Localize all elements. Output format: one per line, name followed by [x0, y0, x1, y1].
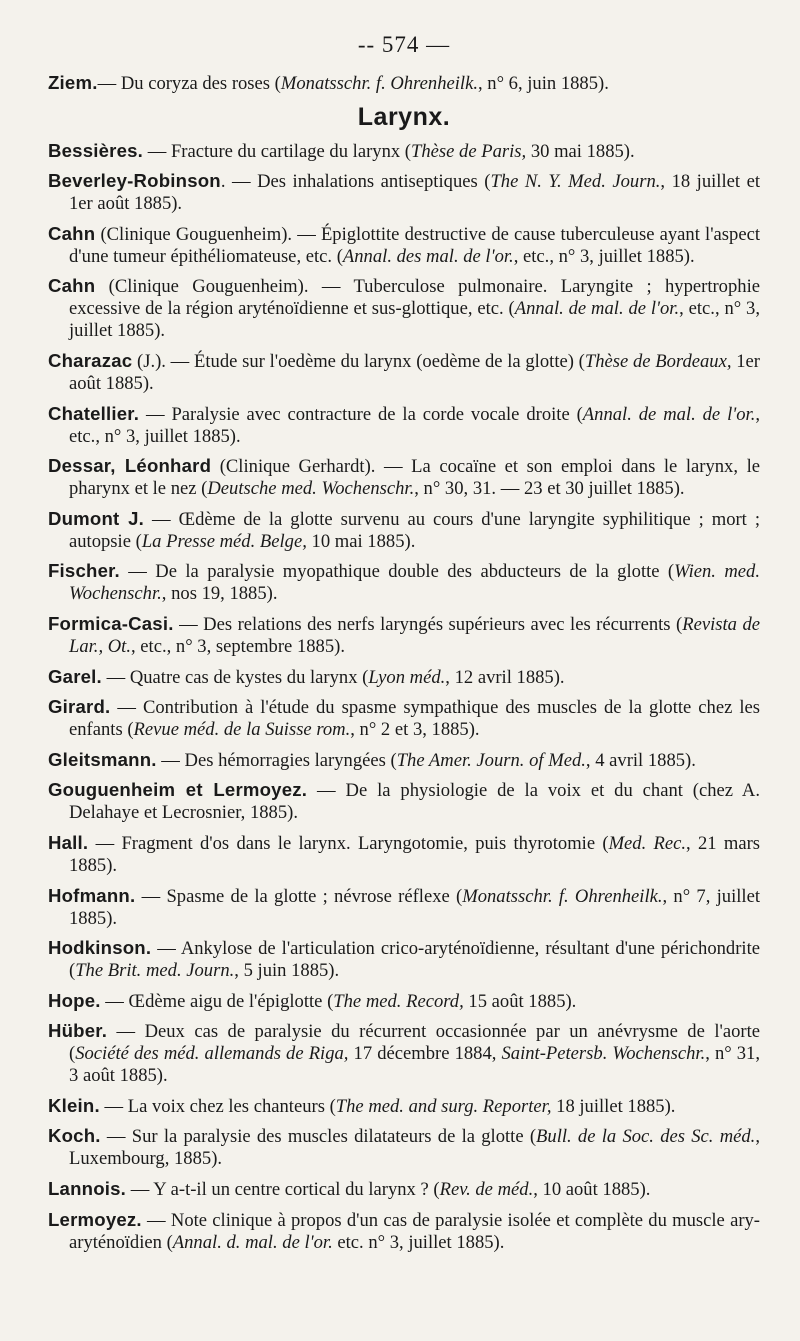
- entry-text: , n° 6, juin 1885).: [477, 73, 609, 94]
- entry-text: — Note clinique à propos d'un cas de paralysie isolée et complète du muscle ary-aryténoïdien (: [69, 1209, 760, 1253]
- bibliography-entry: [48, 832, 760, 877]
- entry-text: 10 mai 1885).: [306, 530, 416, 552]
- entry-text: , 5 juin 1885).: [234, 960, 340, 982]
- entry-source: Lyon méd.: [368, 666, 446, 688]
- entry-author: Hüber.: [48, 1020, 108, 1042]
- entry-source: Rev. de méd.: [439, 1179, 534, 1201]
- entry-text: — Quatre cas de kystes du larynx (: [101, 666, 369, 688]
- intro-entry: [48, 72, 760, 95]
- entry-text: , 21 mars 1885).: [69, 832, 760, 876]
- entry-text: , Luxembourg, 1885).: [69, 1126, 760, 1170]
- entry-text: — Fragment d'os dans le larynx. Laryngotomie, puis thyrotomie (: [88, 832, 609, 854]
- bibliography-entry: [48, 1020, 760, 1087]
- bibliography-entry: [48, 403, 760, 448]
- page-number: -- 574 —: [357, 32, 451, 57]
- bibliography-entry: [48, 350, 760, 395]
- entry-source: Thèse de Paris,: [411, 140, 527, 162]
- entry-source: The med. Record,: [333, 990, 464, 1012]
- entry-text: , n° 7, juillet 1885).: [69, 885, 761, 929]
- entry-text: , 10 août 1885).: [533, 1179, 651, 1201]
- bibliography-entry: [48, 1095, 760, 1118]
- bibliography-entry: [48, 223, 760, 268]
- entry-author: Beverley-Robinson: [48, 170, 221, 192]
- entry-author: Girard.: [48, 696, 111, 718]
- entry-author: Hall.: [48, 831, 89, 853]
- bibliography-entry: [48, 140, 760, 163]
- entry-text: 1er août 1885).: [69, 350, 760, 394]
- entry-author: Cahn: [48, 222, 96, 244]
- entry-text: — La voix chez les chanteurs (: [99, 1095, 336, 1117]
- entry-text: , etc., n° 3, juillet 1885).: [513, 245, 695, 267]
- entry-source: Bull. de la Soc. des Sc. méd.: [536, 1126, 756, 1148]
- entry-source: The med. and surg. Reporter,: [335, 1095, 552, 1117]
- entry-text: , etc., n° 3, juillet 1885).: [69, 298, 760, 342]
- entry-source: Saint-Petersb. Wochenschr.: [501, 1043, 706, 1065]
- entry-source: Med. Rec.: [608, 832, 687, 854]
- entry-text: — Deux cas de paralysie du récurrent occasionnée par un anévrysme de l'aorte (: [69, 1021, 760, 1065]
- entry-source: Annal. d. mal. de l'or.: [172, 1231, 333, 1253]
- entry-text: (Clinique Gouguenheim). — Tuberculose pulmonaire. Laryngite ; hypertrophie excessive de la région aryténoïdienne et sus-glottique, etc. (: [69, 276, 760, 320]
- entry-author: Hodkinson.: [48, 937, 152, 959]
- entry-text: 18 juillet 1885).: [551, 1095, 676, 1117]
- entry-text: , 12 avril 1885).: [445, 666, 565, 688]
- entry-source: Monatsschr. f. Ohrenheilk.: [462, 885, 663, 907]
- entry-author: Gleitsmann.: [48, 748, 157, 770]
- entry-text: (J.). — Étude sur l'oedème du larynx (oedème de la glotte) (: [132, 350, 585, 372]
- page: [48, 32, 760, 1261]
- entry-source: Wien. med. Wochenschr.: [69, 561, 760, 605]
- entry-source: The Brit. med. Journ.: [75, 960, 235, 982]
- entry-text: 15 août 1885).: [463, 990, 577, 1012]
- entry-author: Koch.: [48, 1125, 101, 1147]
- entry-text: , 18 juillet et 1er août 1885).: [69, 171, 760, 215]
- entry-author: Lannois.: [48, 1178, 127, 1200]
- entry-author: Dessar, Léonhard: [48, 455, 212, 477]
- entry-text: — De la paralysie myopathique double des abducteurs de la glotte (: [119, 561, 675, 583]
- entry-author: Hofmann.: [48, 884, 136, 906]
- entry-text: — Y a-t-il un centre cortical du larynx ? (: [126, 1179, 440, 1201]
- bibliography-entry: [48, 666, 760, 689]
- entry-text: 30 mai 1885).: [526, 140, 635, 162]
- entry-text: — Paralysie avec contracture de la corde vocale droite (: [139, 403, 583, 425]
- bibliography-entry: [48, 1178, 760, 1201]
- entry-author: Ziem.: [48, 72, 98, 93]
- bibliography-entry: [48, 749, 760, 772]
- entry-author: Fischer.: [48, 560, 120, 582]
- entry-text: , nos 19, 1885).: [161, 583, 278, 605]
- entry-author: Formica-Casi.: [48, 612, 174, 634]
- entry-text: , etc., n° 3, septembre 1885).: [131, 635, 345, 657]
- entry-text: — Des hémorragies laryngées (: [156, 749, 397, 771]
- entry-text: 17 décembre 1884,: [348, 1043, 502, 1065]
- bibliography-entry: [48, 455, 760, 500]
- entry-text: , n° 31, 3 août 1885).: [69, 1043, 761, 1087]
- entry-text: , 4 avril 1885).: [585, 749, 696, 771]
- entry-author: Garel.: [48, 665, 102, 687]
- entry-author: Bessières.: [48, 139, 144, 161]
- entry-source: Annal. de mal. de l'or.: [582, 403, 756, 425]
- entry-text: (Clinique Gerhardt). — La cocaïne et son emploi dans le larynx, le pharynx et le nez (: [69, 456, 760, 500]
- bibliography-entry: [48, 937, 760, 982]
- entry-source: Revue méd. de la Suisse rom.: [133, 719, 351, 741]
- entry-text: — Spasme de la glotte ; névrose réflexe (: [135, 885, 463, 907]
- entry-author: Cahn: [48, 275, 96, 297]
- entry-text: etc. n° 3, juillet 1885).: [332, 1231, 505, 1253]
- entry-text: — De la physiologie de la voix et du chant (chez A. Delahaye et Lecrosnier, 1885).: [69, 780, 761, 824]
- entry-text: . — Des inhalations antiseptiques (: [220, 171, 491, 193]
- entry-author: Klein.: [48, 1094, 100, 1116]
- entry-author: Chatellier.: [48, 402, 140, 424]
- bibliography-entry: [48, 1125, 760, 1170]
- entry-source: Revista de Lar., Ot.: [69, 613, 760, 657]
- entry-text: — Œdème de la glotte survenu au cours d'une laryngite syphilitique ; mort ; autopsie (: [69, 508, 760, 552]
- bibliography-entry: [48, 885, 760, 930]
- entry-text: — Du coryza des roses (: [97, 73, 281, 94]
- entry-text: — Fracture du cartilage du larynx (: [143, 140, 412, 162]
- entry-text: — Des relations des nerfs laryngés supérieurs avec les récurrents (: [173, 613, 683, 635]
- entry-author: Gouguenheim et Lermoyez.: [48, 779, 308, 801]
- bibliography-entry: [48, 990, 760, 1013]
- entry-source: Société des méd. allemands de Riga,: [75, 1043, 349, 1065]
- entry-text: , n° 30, 31. — 23 et 30 juillet 1885).: [414, 478, 685, 500]
- entry-text: — Contribution à l'étude du spasme sympathique des muscles de la glotte chez les enfants (: [69, 697, 760, 741]
- entry-text: — Œdème aigu de l'épiglotte (: [100, 990, 334, 1012]
- entry-text: — Sur la paralysie des muscles dilatateurs de la glotte (: [100, 1126, 537, 1148]
- entry-text: , n° 2 et 3, 1885).: [350, 719, 480, 741]
- bibliography-entry: [48, 275, 760, 342]
- entry-text: — Ankylose de l'articulation crico-aryténoïdienne, résultant d'une périchondrite (: [69, 938, 760, 982]
- entry-source: Annal. de mal. de l'or.: [514, 298, 680, 320]
- bibliography-entry: [48, 508, 760, 553]
- bibliography-entry: [48, 1209, 760, 1254]
- entry-source: Thèse de Bordeaux,: [584, 350, 732, 372]
- bibliography-list: [48, 140, 760, 1254]
- entry-source: The Amer. Journ. of Med.: [396, 749, 586, 771]
- entry-source: Deutsche med. Wochenschr.: [207, 478, 415, 500]
- entry-author: Charazac: [48, 349, 133, 371]
- entry-author: Lermoyez.: [48, 1208, 142, 1230]
- entry-author: Dumont J.: [48, 507, 145, 529]
- section-title: Larynx.: [357, 102, 451, 131]
- entry-text: (Clinique Gouguenheim). — Épiglottite destructive de cause tuberculeuse ayant l'aspect d'une tumeur épithéliomateuse, etc. (: [69, 223, 760, 267]
- bibliography-entry: [48, 560, 760, 605]
- entry-author: Hope.: [48, 989, 101, 1011]
- entry-text: , etc., n° 3, juillet 1885).: [69, 403, 760, 447]
- bibliography-entry: [48, 779, 760, 824]
- bibliography-entry: [48, 170, 760, 215]
- bibliography-entry: [48, 696, 760, 741]
- bibliography-entry: [48, 613, 760, 658]
- entry-source: The N. Y. Med. Journ.: [490, 171, 661, 193]
- entry-source: Annal. des mal. de l'or.: [342, 245, 514, 267]
- entry-source: La Presse méd. Belge,: [141, 530, 307, 552]
- entry-source: Monatsschr. f. Ohrenheilk.: [280, 73, 478, 94]
